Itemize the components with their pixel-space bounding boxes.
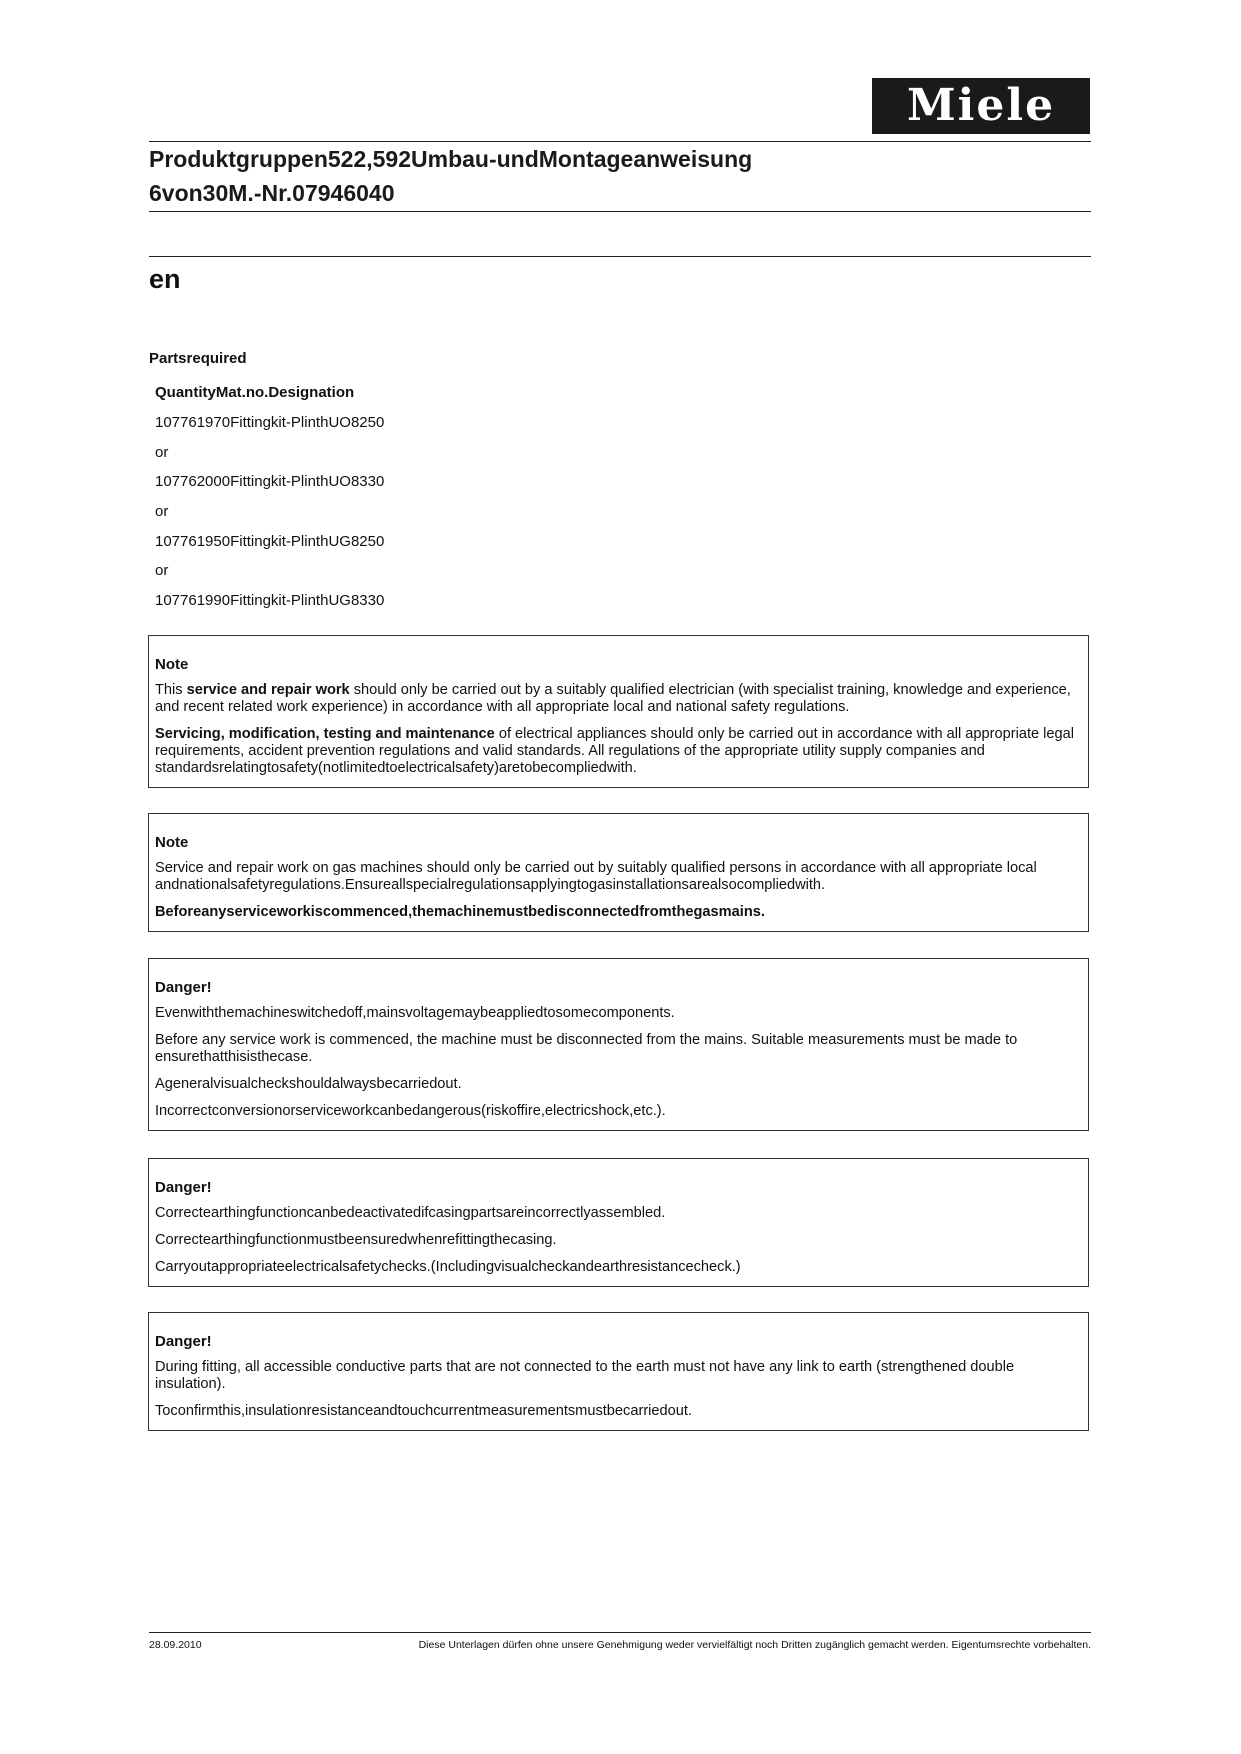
danger-box-insulation	[148, 1312, 1089, 1431]
header-rule-bottom	[149, 211, 1091, 212]
footer-copyright-notice: Diese Unterlagen dürfen ohne unsere Genehmigung weder vervielfältigt noch Dritten zugänglich gemacht werden. Eigentumsrechte vorbehalten.	[418, 1639, 1091, 1651]
table-row: 107761970Fittingkit-PlinthUO8250	[155, 414, 385, 431]
logo-text: Miele	[906, 80, 1056, 131]
language-rule	[149, 256, 1091, 257]
header-rule-top	[149, 141, 1091, 142]
note-paragraph: This service and repair work should only be carried out by a suitably qualified electrician (with specialist training, knowledge and experience, and recent related work experience) in accordance with all appropriate local and national safety regulations.	[155, 682, 1071, 715]
danger-heading: Danger!	[155, 979, 212, 996]
danger-paragraph: Carryoutappropriateelectricalsafetychecks.(Includingvisualcheckandearthresistancecheck.)	[155, 1259, 741, 1275]
note-paragraph: Service and repair work on gas machines should only be carried out by suitably qualified persons in accordance with all appropriate local andnationalsafetyregulations.Ensureallspecialregulationsapplyingtogasinstallationsarealsocompliedwith.	[155, 860, 1037, 893]
note-heading: Note	[155, 834, 189, 851]
footer-date: 28.09.2010	[149, 1639, 202, 1651]
danger-paragraph: Incorrectconversionorserviceworkcanbedangerous(riskoffire,electricshock,etc.).	[155, 1103, 666, 1119]
note-paragraph: Servicing, modification, testing and maintenance of electrical appliances should only be carried out in accordance with all appropriate legal requirements, accident prevention regulations and valid standards. All regulations of the appropriate utility supply companies and standardsrelatingtosafety(notlimitedtoelectricalsafety)aretobecompliedwith.	[155, 726, 1075, 776]
danger-paragraph: Ageneralvisualcheckshouldalwaysbecarriedout.	[155, 1076, 462, 1092]
danger-paragraph: Correctearthingfunctionmustbeensuredwhenrefittingthecasing.	[155, 1232, 557, 1248]
danger-heading: Danger!	[155, 1179, 212, 1196]
table-row: or	[155, 443, 169, 461]
footer-rule	[149, 1632, 1091, 1633]
danger-box-mains	[148, 958, 1089, 1131]
danger-paragraph: Correctearthingfunctioncanbedeactivatedifcasingpartsareincorrectlyassembled.	[155, 1205, 666, 1221]
danger-paragraph: Toconfirmthis,insulationresistanceandtouchcurrentmeasurementsmustbecarriedout.	[155, 1403, 692, 1419]
danger-paragraph: Evenwiththemachineswitchedoff,mainsvoltagemaybeappliedtosomecomponents.	[155, 1005, 675, 1021]
danger-paragraph: Before any service work is commenced, the machine must be disconnected from the mains. Suitable measurements must be made to ensurethatthisisthecase.	[155, 1032, 1018, 1065]
parts-heading: Partsrequired	[149, 350, 247, 367]
parts-table	[155, 384, 384, 622]
table-row: 107761950Fittingkit-PlinthUG8250	[155, 532, 385, 550]
danger-paragraph: During fitting, all accessible conductive parts that are not connected to the earth must not have any link to earth (strengthened double insulation).	[155, 1359, 1015, 1392]
danger-heading: Danger!	[155, 1333, 212, 1350]
parts-table-header: QuantityMat.no.Designation	[155, 384, 355, 401]
table-row: or	[155, 503, 169, 521]
note-box-electrical	[148, 635, 1089, 788]
language-code: en	[149, 264, 181, 294]
table-row: 107761990Fittingkit-PlinthUG8330	[155, 592, 385, 610]
note-box-gas	[148, 813, 1089, 932]
danger-box-earthing	[148, 1158, 1089, 1287]
miele-logo	[872, 78, 1090, 134]
document-page-info: 6von30M.-Nr.07946040	[149, 180, 395, 206]
note-paragraph-bold: Beforeanyserviceworkiscommenced,themachinemustbedisconnectedfromthegasmains.	[155, 904, 765, 920]
document-title: Produktgruppen522,592Umbau-undMontageanweisung	[149, 146, 753, 172]
note-heading: Note	[155, 656, 189, 673]
table-row: or	[155, 562, 169, 580]
table-row: 107762000Fittingkit-PlinthUO8330	[155, 473, 385, 491]
